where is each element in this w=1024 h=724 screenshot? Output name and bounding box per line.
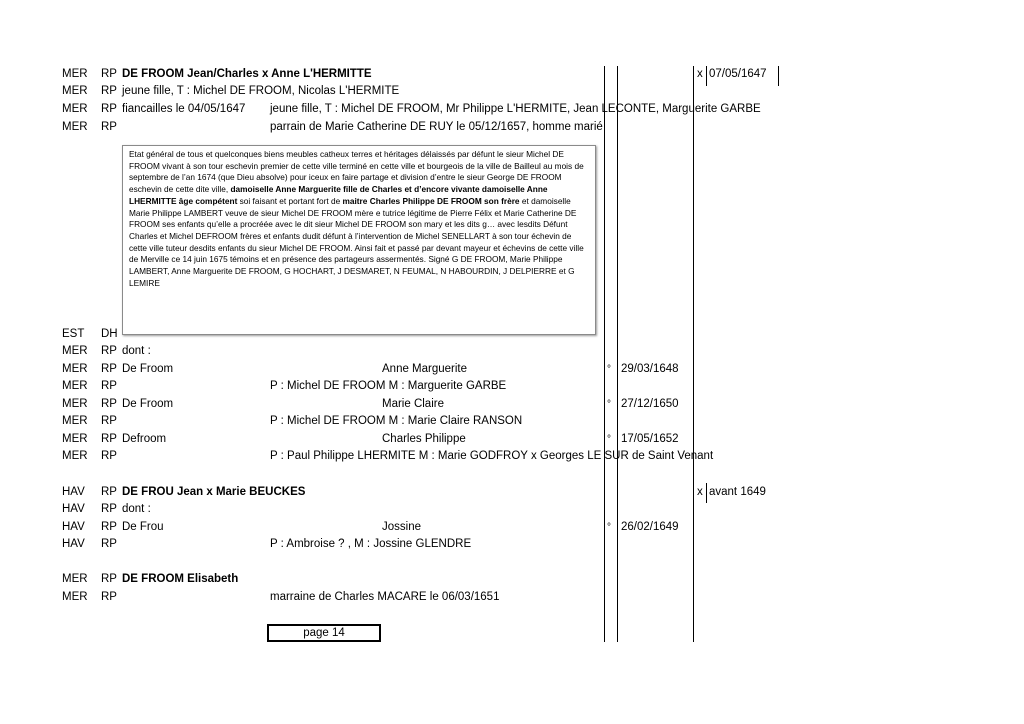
godparents: P : Paul Philippe LHERMITE M : Marie GODFROY x Georges LE SUR de Saint Venant [270, 450, 714, 462]
entry-detail: marraine de Charles MACARE le 06/03/1651 [270, 591, 500, 603]
entry-row [0, 101, 1024, 118]
place-code: MER [62, 121, 88, 133]
source-code: RP [101, 486, 117, 498]
place-code: MER [62, 380, 88, 392]
place-code: HAV [62, 521, 85, 533]
entry-heading: DE FROOM Elisabeth [122, 573, 239, 585]
entry-row [0, 343, 1024, 360]
entry-detail: parrain de Marie Catherine DE RUY le 05/12/1657, homme marié [270, 121, 603, 133]
godparents: P : Michel DE FROOM M : Marguerite GARBE [270, 380, 507, 392]
entry-heading: DE FROU Jean x Marie BEUCKES [122, 486, 306, 498]
place-code: MER [62, 85, 88, 97]
entry-text: dont : [122, 503, 151, 515]
place-code: MER [62, 68, 88, 80]
page-number: page 14 [303, 627, 345, 639]
first-name: Jossine [382, 521, 421, 533]
birth-mark: ° [607, 364, 611, 375]
place-code: MER [62, 345, 88, 357]
source-code: RP [101, 450, 117, 462]
entry-text: dont : [122, 345, 151, 357]
first-name: Marie Claire [382, 398, 444, 410]
entry-row [0, 589, 1024, 606]
place-code: MER [62, 415, 88, 427]
source-code: RP [101, 121, 117, 133]
place-code: MER [62, 450, 88, 462]
family-name: De Frou [122, 521, 164, 533]
place-code: MER [62, 591, 88, 603]
entry-row [0, 571, 1024, 588]
birth-date: 27/12/1650 [621, 398, 679, 410]
place-code: MER [62, 103, 88, 115]
entry-heading: DE FROOM Jean/Charles x Anne L'HERMITTE [122, 68, 372, 80]
birth-mark: ° [607, 522, 611, 533]
source-code: RP [101, 398, 117, 410]
source-code: RP [101, 521, 117, 533]
entry-row [0, 519, 1024, 536]
page-number-box [267, 624, 381, 642]
place-code: HAV [62, 503, 85, 515]
source-code: RP [101, 591, 117, 603]
source-code: RP [101, 503, 117, 515]
family-name: De Froom [122, 398, 174, 410]
birth-mark: ° [607, 399, 611, 410]
source-code: DH [101, 328, 118, 340]
inventory-note-text: Etat général de tous et quelconques biens meubles catheux terres et héritages délaissés par défunt le sieur Michel DE FROOM vivant à son tour eschevin premier de cette ville terminé en cette ville et bourgeois de la ville de Bailleul au mois de septembre de l’an 1674 (que Dieu absolve) pour iceux en faire partage et division d’entre le sieur George DE FROOM eschevin de cette dite ville, damoiselle Anne Marguerite fille de Charles et d’encore vivante damoiselle Anne LHERMITTE âge compétent soi faisant et portant fort de maitre Charles Philippe DE FROOM son frère et damoiselle Marie Philippe LAMBERT veuve de sieur Michel DE FROOM mère e tutrice légitime de Pierre Félix et Marie Catherine DE FROOM ses enfants qu’elle a procréée avec le dit sieur Michel DE FROOM son mary et les dits g… avec lesdits Défunt Charles et Michel DEFROOM frères et enfants dudit défunt à l’intervention de Michel SENELLART à son tour échevin de cette ville tuteur desdits enfants du sieur Michel DE FROOM. Ainsi fait et passé par devant mayeur et échevins de cette ville de Merville ce 14 juin 1675 témoins et en présence des partageurs assermentés. Signé G DE FROOM, Marie Philippe LAMBERT, Anne Marguerite DE FROOM, G HOCHART, J DESMARET, N FEUMAL, N HABOURDIN, J DELPIERRE et G LEMIRE [129, 149, 584, 288]
entry-row [0, 484, 1024, 501]
marriage-mark: x [697, 68, 703, 80]
source-code: RP [101, 345, 117, 357]
marriage-date: avant 1649 [709, 486, 766, 498]
first-name: Anne Marguerite [382, 363, 468, 375]
place-code: MER [62, 573, 88, 585]
entry-row [0, 413, 1024, 430]
first-name: Charles Philippe [382, 433, 466, 445]
place-code: MER [62, 363, 88, 375]
godparents: P : Michel DE FROOM M : Marie Claire RANSON [270, 415, 523, 427]
source-code: RP [101, 85, 117, 97]
note-highlight: damoiselle Anne Marguerite fille de Charles et d’encore vivante damoiselle Anne LHERMITTE âge compétent [129, 184, 548, 206]
entry-detail: jeune fille, T : Michel DE FROOM, Mr Philippe L'HERMITE, Jean LECONTE, Marguerite GARBE [270, 103, 761, 115]
entry-row [0, 119, 1024, 136]
entry-row [0, 361, 1024, 378]
inventory-note [122, 145, 596, 335]
family-name: De Froom [122, 363, 174, 375]
entry-row [0, 431, 1024, 448]
source-code: RP [101, 573, 117, 585]
place-code: EST [62, 328, 85, 340]
marriage-mark: x [697, 486, 703, 498]
birth-date: 17/05/1652 [621, 433, 679, 445]
entry-row [0, 448, 1024, 465]
place-code: HAV [62, 538, 85, 550]
entry-row [0, 83, 1024, 100]
place-code: MER [62, 398, 88, 410]
marriage-date: 07/05/1647 [709, 68, 767, 80]
entry-row [0, 396, 1024, 413]
source-code: RP [101, 538, 117, 550]
entry-row [0, 536, 1024, 553]
entry-row [0, 501, 1024, 518]
entry-row [0, 66, 1024, 83]
source-code: RP [101, 433, 117, 445]
source-code: RP [101, 380, 117, 392]
entry-row [0, 378, 1024, 395]
note-highlight: maitre Charles Philippe DE FROOM son frère [342, 195, 520, 206]
source-code: RP [101, 68, 117, 80]
godparents: P : Ambroise ? , M : Jossine GLENDRE [270, 538, 472, 550]
source-code: RP [101, 103, 117, 115]
source-code: RP [101, 363, 117, 375]
place-code: MER [62, 433, 88, 445]
birth-date: 26/02/1649 [621, 521, 679, 533]
birth-mark: ° [607, 434, 611, 445]
source-code: RP [101, 415, 117, 427]
place-code: HAV [62, 486, 85, 498]
birth-date: 29/03/1648 [621, 363, 679, 375]
family-name: Defroom [122, 433, 167, 445]
entry-text: fiancailles le 04/05/1647 [122, 103, 246, 115]
entry-text: jeune fille, T : Michel DE FROOM, Nicolas L'HERMITE [122, 85, 400, 97]
